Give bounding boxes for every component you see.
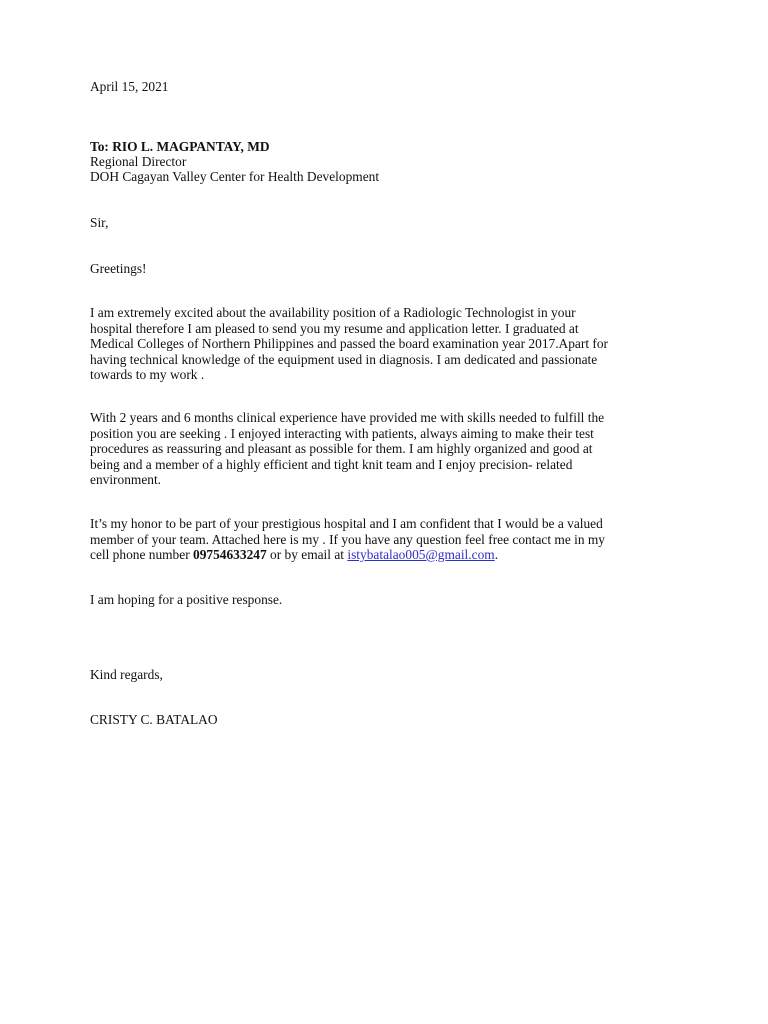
paragraph-1	[90, 305, 608, 383]
paragraph-1-line: I am extremely excited about the availability position of a Radiologic Technologist in your	[90, 305, 576, 320]
recipient-title: Regional Director	[90, 154, 187, 169]
paragraph-1-line: hospital therefore I am pleased to send you my resume and application letter. I graduated at	[90, 320, 579, 336]
recipient-name: To: RIO L. MAGPANTAY, MD	[90, 139, 270, 154]
contact-middle: or by email at	[266, 547, 348, 562]
paragraph-2-line: position you are seeking . I enjoyed interacting with patients, always aiming to make their test	[90, 425, 594, 441]
greeting: Greetings!	[90, 261, 147, 276]
contact-suffix: .	[494, 547, 499, 562]
paragraph-1-line: towards to my work .	[90, 367, 205, 382]
paragraph-3	[90, 516, 605, 563]
sign-off: Kind regards,	[90, 667, 163, 682]
paragraph-2-line: environment.	[90, 472, 162, 487]
paragraph-1-line: having technical knowledge of the equipment used in diagnosis. I am dedicated and passionate	[90, 351, 598, 367]
email-link[interactable]: istybatalao005@gmail.com	[347, 547, 495, 562]
closing-hope: I am hoping for a positive response.	[90, 592, 283, 607]
paragraph-3-line: It’s my honor to be part of your prestigious hospital and I am confident that I would be a valued	[90, 516, 603, 531]
paragraph-3-contact-line	[90, 547, 605, 563]
phone-number: 09754633247	[193, 547, 267, 562]
paragraph-3-line: member of your team. Attached here is my . If you have any question feel free contact me in my	[90, 531, 605, 547]
contact-prefix: cell phone number	[90, 547, 193, 562]
paragraph-2-line: With 2 years and 6 months clinical experience have provided me with skills needed to fulfill the	[90, 410, 605, 425]
signatory-name: CRISTY C. BATALAO	[90, 712, 218, 727]
recipient-organization: DOH Cagayan Valley Center for Health Development	[90, 169, 380, 184]
letter-date: April 15, 2021	[90, 79, 169, 94]
salutation: Sir,	[90, 215, 109, 230]
paragraph-2-line: being and a member of a highly efficient and tight knit team and I enjoy precision- related	[90, 456, 573, 472]
paragraph-2-line: procedures as reassuring and pleasant as possible for them. I am highly organized and good at	[90, 441, 593, 456]
paragraph-2	[90, 410, 604, 488]
paragraph-1-line: Medical Colleges of Northern Philippines and passed the board examination year 2017.Apart for	[90, 336, 609, 351]
